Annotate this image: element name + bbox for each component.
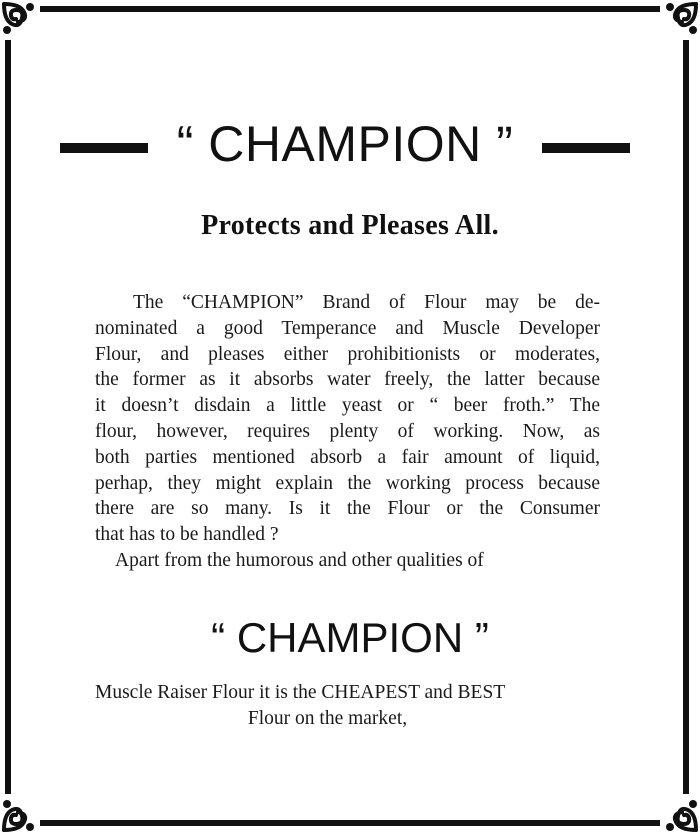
closing-line: Muscle Raiser Flour it is the CHEAPEST and BEST bbox=[95, 682, 506, 703]
corner-ornament-bottom-right bbox=[660, 794, 700, 834]
scroll-ornament-icon bbox=[0, 794, 40, 834]
scroll-ornament-icon bbox=[660, 0, 700, 40]
headline-row bbox=[60, 108, 630, 180]
body-paragraph bbox=[95, 290, 600, 574]
scroll-ornament-icon bbox=[660, 794, 700, 834]
apart-line: Apart from the humorous and other qualities of bbox=[115, 549, 484, 571]
body-line: The “CHAMPION” Brand of Flour may be de- bbox=[133, 292, 600, 313]
body-line: the former as it absorbs water freely, the latter because bbox=[95, 369, 600, 391]
body-line: it doesn’t disdain a little yeast or “ beer froth.” The bbox=[95, 395, 600, 417]
closing-paragraph bbox=[95, 680, 600, 732]
secondary-headline: “ CHAMPION ” bbox=[211, 614, 489, 661]
subheading: Protects and Pleases All. bbox=[201, 210, 499, 241]
scroll-ornament-icon bbox=[0, 0, 40, 40]
body-line: both parties mentioned absorb a fair amount of liquid, bbox=[95, 446, 600, 468]
body-line: that has to be handled ? bbox=[95, 524, 279, 546]
corner-ornament-bottom-left bbox=[0, 794, 40, 834]
corner-ornament-top-left bbox=[0, 0, 40, 40]
body-line: flour, however, requires plenty of working. Now, as bbox=[95, 420, 600, 442]
body-line: there are so many. Is it the Flour or the Consumer bbox=[95, 498, 600, 520]
headline: “ CHAMPION ” bbox=[176, 116, 514, 172]
rule-left bbox=[60, 143, 148, 153]
body-line: perhap, they might explain the working process because bbox=[95, 472, 600, 494]
closing-line: Flour on the market, bbox=[247, 708, 408, 729]
body-line: nominated a good Temperance and Muscle Developer bbox=[95, 317, 600, 339]
corner-ornament-top-right bbox=[660, 0, 700, 40]
body-line: Flour, and pleases either prohibitionists or moderates, bbox=[95, 343, 600, 365]
rule-right bbox=[542, 143, 630, 153]
